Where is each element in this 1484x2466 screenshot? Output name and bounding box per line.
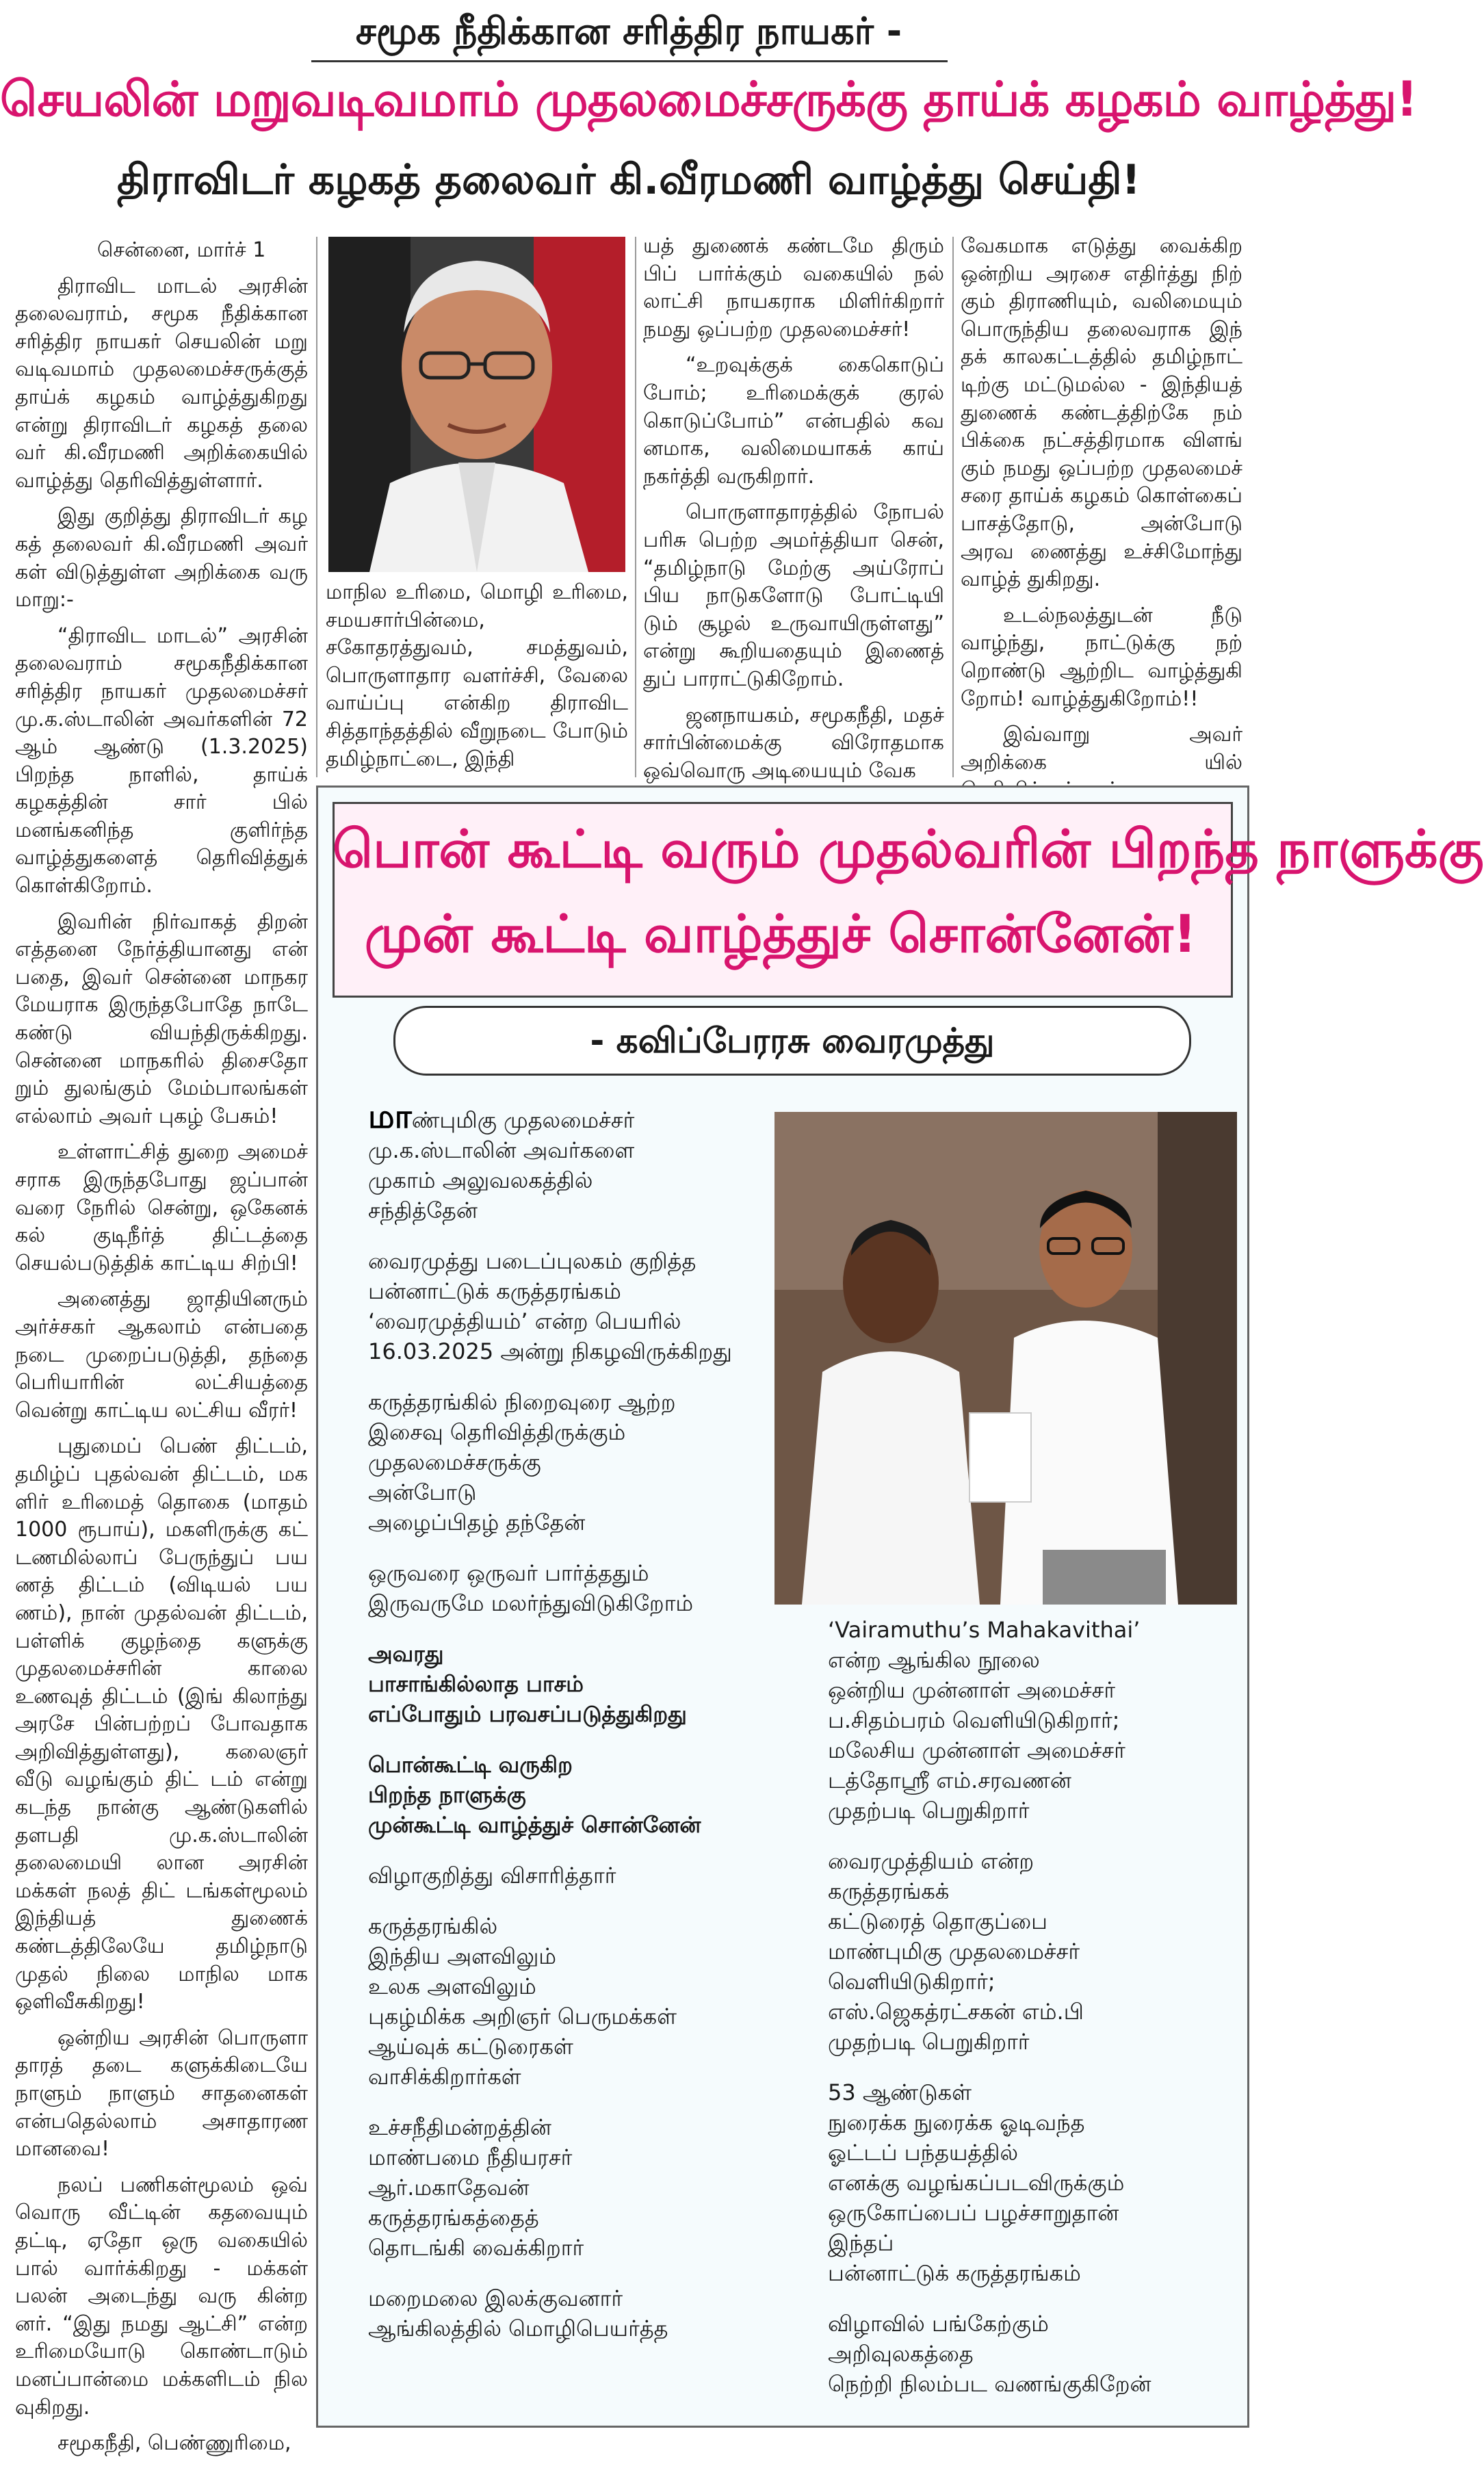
poem-stanza: ‘Vairamuthu’s Mahakavithai’ என்ற ஆங்கில நூலை ஒன்றிய முன்னாள் அமைச்சர் ப.சிதம்பரம் வெளியிடுகிறார்; மலேசிய முன்னாள் அமைச்சர் டத்தோஸ்ரீ எம்.சரவணன் முதற்படி பெறுகிறார் — [828, 1617, 1141, 1823]
column-divider — [635, 237, 636, 777]
article-column-3 — [643, 233, 944, 793]
poem-banner-line-2: முன் கூட்டி வாழ்த்துச் சொன்னேன்! — [364, 903, 1197, 964]
article-paragraph: உள்ளாட்சித் துறை அமைச் சராக இருந்தபோது ஜப்பான் வரை நேரில் சென்று, ஒகேனக் கல் குடிநீர்த் திட்டத்தை செயல்படுத்திக் காட்டிய சிற்பி! — [15, 1140, 308, 1275]
poem-left-column — [368, 1098, 762, 2364]
poem-stanza: பொன்கூட்டி வருகிற பிறந்த நாளுக்கு முன்கூட்டி வாழ்த்துச் சொன்னேன் — [368, 1752, 701, 1838]
column-divider — [952, 237, 954, 777]
article-paragraph: இது குறித்து திராவிடர் கழ கத் தலைவர் கி.வீரமணி அவர் கள் விடுத்துள்ள அறிக்கை வரு மாறு:- — [15, 504, 308, 612]
poem-signature: - கவிப்பேரரசு வைரமுத்து — [393, 1006, 1191, 1076]
poem-stanza: மறைமலை இலக்குவனார் ஆங்கிலத்தில் மொழிபெயர்த்த — [368, 2285, 668, 2341]
poem-stanza: வைரமுத்தியம் என்ற கருத்தரங்கக் கட்டுரைத் தொகுப்பை மாண்புமிகு முதலமைச்சர் வெளியிடுகிறார்; எஸ்.ஜெகத்ரட்சகன் எம்.பி முதற்படி பெறுகிறார் — [828, 1848, 1084, 2055]
poem-right-column — [828, 1615, 1225, 2419]
portrait-illustration — [328, 237, 625, 572]
column-divider — [316, 237, 317, 777]
article-paragraph: புதுமைப் பெண் திட்டம், தமிழ்ப் புதல்வன் திட்டம், மக ளிர் உரிமைத் தொகை (மாதம் 1000 ரூபாய்), மகளிருக்கு கட் டணமில்லாப் பேருந்துப் பய ணத் திட்டம் (விடியல் பய ணம்), நான் முதல்வன் திட்டம், பள்ளிக் குழந்தை களுக்கு முதலமைச்சரின் காலை உணவுத் திட்டம் (இங் கிலாந்து அரசே பின்பற்றப் போவதாக அறிவித்துள்ளது), கலைஞர் வீடு வழங்கும் திட் டம் என்று கடந்த நான்கு ஆண்டுகளில் தளபதி மு.க.ஸ்டாலின் தலைமையி லான அரசின் மக்கள் நலத் திட் டங்கள்மூலம் இந்தியத் துணைக் கண்டத்திலேயே தமிழ்நாடு முதல் நிலை மாநில மாக ஒளிவீசுகிறது! — [15, 1434, 308, 2014]
poem-stanza: விழாவில் பங்கேற்கும் அறிவுலகத்தை நெற்றி நிலம்பட வணங்குகிறேன் — [828, 2311, 1151, 2397]
poem-stanza: அவரது பாசாங்கில்லாத பாசம் எப்போதும் பரவசப்படுத்துகிறது — [368, 1641, 687, 1727]
article-paragraph: வேகமாக எடுத்து வைக்கிற ஒன்றிய அரசை எதிர்த்து நிற் கும் திராணியும், வலிமையும் பொருந்திய தலைவராக இந் தக் காலகட்டத்தில் தமிழ்நாட் டிற்கு மட்டுமல்ல - இந்தியத் துணைக் கண்டத்திற்கே நம் பிக்கை நட்சத்திரமாக விளங் கும் நமது ஒப்பற்ற முதலமைச் சரை தாய்க் கழகம் கொள்கைப் பாசத்தோடு, அன்போடு அரவ ணைத்து உச்சிமோந்து வாழ்த் துகிறது. — [961, 234, 1242, 592]
article-paragraph: “திராவிட மாடல்” அரசின் தலைவராம் சமூகநீதிக்கான சரித்திர நாயகர் முதலமைச்சர் மு.க.ஸ்டாலின் அவர்களின் 72 ஆம் ஆண்டு (1.3.2025) பிறந்த நாளில், தாய்க் கழகத்தின் சார் பில் மனங்கனிந்த குளிர்ந்த வாழ்த்துகளைத் தெரிவித்துக் கொள்கிறோம். — [15, 623, 308, 898]
article-paragraph: இவ்வாறு அவர் அறிக்கை யில் — [961, 723, 1242, 775]
poem-stanza: ஒருவரை ஒருவர் பார்த்ததும் இருவருமே மலர்ந்துவிடுகிறோம் — [368, 1560, 694, 1616]
article-paragraph: உடல்நலத்துடன் நீடு வாழ்ந்து, நாட்டுக்கு நற் றொண்டு ஆற்றிட வாழ்த்துகி றோம்! வாழ்த்துகிறோம்!! — [961, 603, 1242, 711]
poem-initial: மா — [368, 1098, 412, 1136]
article-paragraph: யத் துணைக் கண்டமே திரும் பிப் பார்க்கும் வகையில் நல் லாட்சி நாயகராக மிளிர்கிறார் நமது ஒப்பற்ற முதலமைச்சர்! — [643, 234, 944, 341]
event-photo — [774, 1112, 1237, 1605]
event-photo-illustration — [774, 1112, 1237, 1605]
article-paragraph: ஜனநாயகம், சமூகநீதி, மதச் சார்பின்மைக்கு விரோதமாக ஒவ்வொரு அடியையும் வேக — [643, 703, 944, 783]
kicker: சமூக நீதிக்கான சரித்திர நாயகர் - — [355, 10, 902, 53]
subhead: திராவிடர் கழகத் தலைவர் கி.வீரமணி வாழ்த்து செய்தி! — [117, 156, 1141, 204]
poem-banner-line-1: பொன் கூட்டி வரும் முதல்வரின் பிறந்த நாளுக்கு — [333, 818, 1484, 879]
article-column-4 — [961, 233, 1242, 813]
portrait-photo — [328, 237, 625, 572]
poem-stanza: கருத்தரங்கில் இந்திய அளவிலும் உலக அளவிலும் புகழ்மிக்க அறிஞர் பெருமக்கள் ஆய்வுக் கட்டுரைகள் வாசிக்கிறார்கள் — [368, 1913, 677, 2090]
kicker-rule — [311, 60, 948, 62]
poem-stanza: வைரமுத்து படைப்புலகம் குறித்த பன்னாட்டுக் கருத்தரங்கம் ‘வைரமுத்தியம்’ என்ற பெயரில் 16.03.2025 அன்று நிகழவிருக்கிறது — [368, 1248, 732, 1364]
headline: செயலின் மறுவடிவமாம் முதலமைச்சருக்கு தாய்க் கழகம் வாழ்த்து! — [0, 71, 1418, 127]
article-column-2 — [326, 579, 628, 781]
article-dateline: சென்னை, மார்ச் 1 — [97, 238, 266, 262]
article-paragraph: சமூகநீதி, பெண்ணுரிமை, — [57, 2431, 291, 2456]
poem-stanza — [368, 1098, 762, 1225]
poem-stanza: உச்சநீதிமன்றத்தின் மாண்பமை நீதியரசர் ஆர்.மகாதேவன் கருத்தரங்கத்தைத் தொடங்கி வைக்கிறார் — [368, 2114, 584, 2261]
poem-stanza: கருத்தரங்கில் நிறைவுரை ஆற்ற இசைவு தெரிவித்திருக்கும் முதலமைச்சருக்கு அன்போடு அழைப்பிதழ் தந்தேன் — [368, 1389, 676, 1535]
article-paragraph: “உறவுக்குக் கைகொடுப் போம்; உரிமைக்குக் குரல் கொடுப்போம்” என்பதில் கவ னமாக, வலிமையாகக் காய் நகர்த்தி வருகிறார். — [643, 353, 944, 489]
article-paragraph: நலப் பணிகள்மூலம் ஒவ் வொரு வீட்டின் கதவையும் தட்டி, ஏதோ ஒரு வகையில் பால் வார்க்கிறது - மக்கள் பலன் அடைந்து வரு கின்ற னர். “இது நமது ஆட்சி” என்ற உரிமையோடு கொண்டாடும் மனப்பான்மை மக்களிடம் நில வுகிறது. — [15, 2172, 308, 2419]
poem-stanza-text: ண்புமிகு முதலமைச்சர் மு.க.ஸ்டாலின் அவர்களை முகாம் அலுவலகத்தில் சந்தித்தேன் — [368, 1107, 635, 1223]
article-paragraph: இவரின் நிர்வாகத் திறன் எத்தனை நேர்த்தியானது என் பதை, இவர் சென்னை மாநகர மேயராக இருந்தபோதே நாடே கண்டு வியந்திருக்கிறது. சென்னை மாநகரில் திசைதோ றும் துலங்கும் மேம்பாலங்கள் எல்லாம் அவர் புகழ் பேசும்! — [15, 909, 308, 1128]
article-paragraph: அனைத்து ஜாதியினரும் அர்ச்சகர் ஆகலாம் என்பதை நடை முறைப்படுத்தி, தந்தை பெரியாரின் லட்சியத்தை வென்று காட்டிய லட்சிய வீரர்! — [15, 1287, 308, 1423]
article-column-1 — [15, 237, 308, 2466]
article-paragraph: திராவிட மாடல் அரசின் தலைவராம், சமூக நீதிக்கான சரித்திர நாயகர் செயலின் மறு வடிவமாம் முதலமைச்சருக்குத் தாய்க் கழகம் வாழ்த்துகிறது என்று திராவிடர் கழகத் தலை வர் கி.வீரமணி அறிக்கையில் வாழ்த்து தெரிவித்துள்ளார். — [15, 274, 308, 493]
article-paragraph: மாநில உரிமை, மொழி உரிமை, சமயசார்பின்மை, சகோதரத்துவம், சமத்துவம், பொருளாதார வளர்ச்சி, வேலை வாய்ப்பு என்கிற திராவிட சித்தாந்தத்தில் வீறுநடை போடும் தமிழ்நாட்டை, இந்தி — [326, 580, 628, 771]
article-paragraph: ஒன்றிய அரசின் பொருளா தாரத் தடை களுக்கிடையே நாளும் நாளும் சாதனைகள் என்பதெல்லாம் அசாதாரண மானவை! — [15, 2025, 308, 2162]
poem-stanza: விழாகுறித்து விசாரித்தார் — [368, 1863, 616, 1889]
article-paragraph: பொருளாதாரத்தில் நோபல் பரிசு பெற்ற அமர்த்தியா சென், “தமிழ்நாடு மேற்கு அய்ரோப் பிய நாடுகளோடு போட்டியி டும் சூழல் உருவாயிருள்ளது” என்று கூறியதையும் இணைத் துப் பாராட்டுகிறோம். — [643, 500, 944, 691]
poem-stanza: 53 ஆண்டுகள் நுரைக்க நுரைக்க ஓடிவந்த ஓட்டப் பந்தயத்தில் எனக்கு வழங்கப்படவிருக்கும் ஒருகோப்பைப் பழச்சாறுதான் இந்தப் பன்னாட்டுக் கருத்தரங்கம் — [828, 2079, 1125, 2286]
